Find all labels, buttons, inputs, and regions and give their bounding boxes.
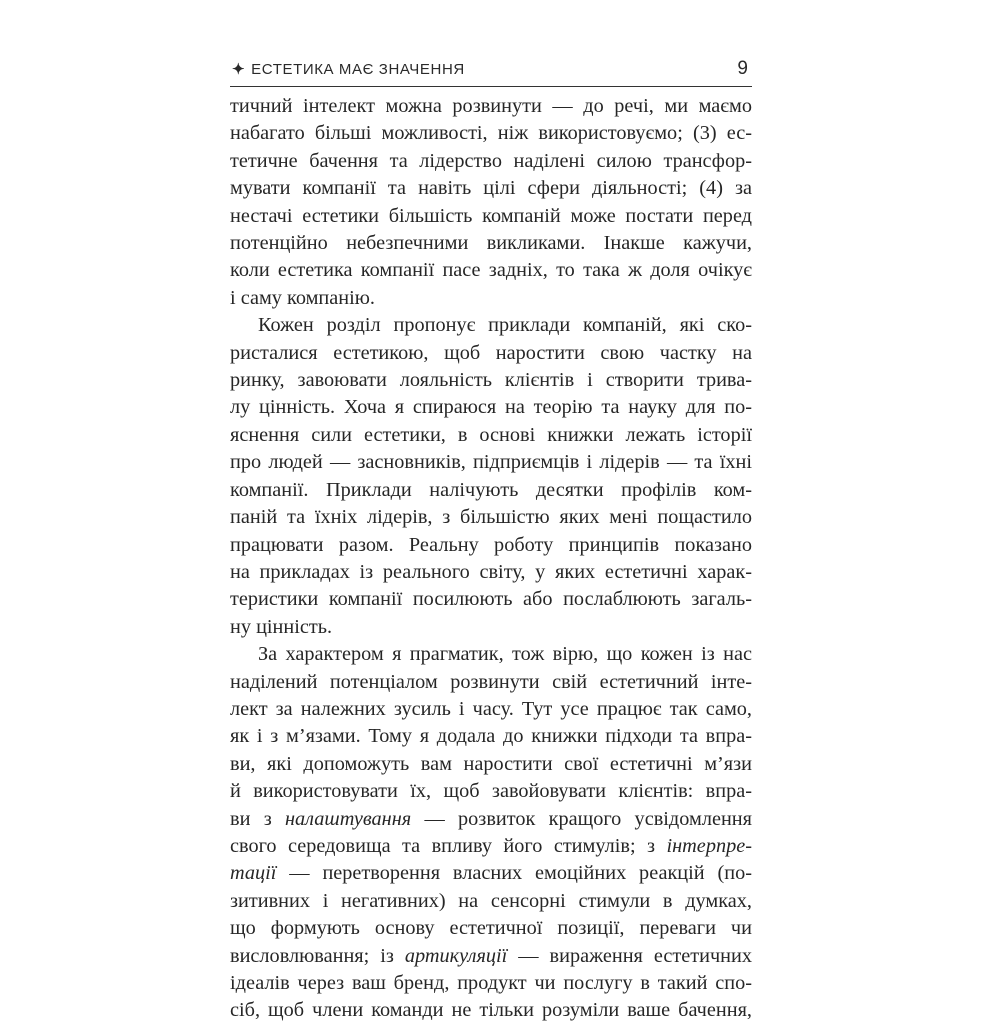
text-line: і саму компанію.: [230, 286, 375, 309]
text-line: паній та їхніх лідерів, з більшістю яких мені пощастило: [230, 506, 752, 529]
text-line: на прикладах із реального світу, у яких естетичні харак-: [230, 560, 752, 583]
text-line: працювати разом. Реальну роботу принципів показано: [230, 533, 752, 556]
italic-term: інтерпре-: [666, 834, 752, 857]
text-line: про людей — засновників, підприємців і лідерів — та їхні: [230, 451, 752, 474]
text-line: ви, які допоможуть вам наростити свої естетичні м’язи: [230, 752, 752, 775]
text-line: й використовувати їх, щоб завойовувати клієнтів: впра-: [230, 780, 752, 803]
text-line: потенційно небезпечними викликами. Інакше кажучи,: [230, 232, 752, 255]
text-line: Кожен розділ пропонує приклади компаній, які ско-: [258, 314, 752, 337]
text-line: ристалися естетикою, щоб наростити свою частку на: [230, 341, 752, 364]
text-line: коли естетика компанії пасе задніх, то така ж доля очікує: [230, 259, 752, 282]
text-run: свого середовища та впливу його стимулів; з: [230, 834, 667, 857]
text-line: [230, 943, 752, 970]
text-line: тичний інтелект можна розвинути — до речі, ми маємо: [230, 95, 752, 117]
text-run: — перетворення власних емоційних реакцій (по-: [276, 862, 752, 885]
diamond-icon: ✦: [232, 61, 246, 78]
text-line: набагато більші можливості, ніж використовуємо; (3) ес-: [230, 122, 752, 145]
text-line: лу цінність. Хоча я спираюся на теорію та науку для по-: [230, 396, 752, 419]
text-run: ви з: [230, 807, 285, 830]
body-text: [230, 93, 752, 1025]
text-run: висловлювання; із: [230, 944, 405, 967]
text-line: ринку, завоювати лояльність клієнтів і створити трива-: [230, 369, 752, 392]
text-line: ідеалів через ваш бренд, продукт чи послугу в такий спо-: [230, 972, 752, 994]
text-line: як і з м’язами. Тому я додала до книжки підходи та впра-: [230, 725, 752, 748]
text-line: За характером я прагматик, тож вірю, що кожен із нас: [258, 643, 752, 666]
text-line: тетичне бачення та лідерство наділені силою трансфор-: [230, 149, 752, 172]
running-title: [230, 60, 465, 78]
book-page: [230, 58, 752, 1025]
text-line: ну цінність.: [230, 615, 333, 638]
text-line: [230, 860, 752, 887]
text-line: яснення сили естетики, в основі книжки лежать історії: [230, 423, 752, 446]
text-line: компанії. Приклади налічують десятки профілів ком-: [230, 478, 752, 501]
italic-term: налаштування: [284, 807, 412, 830]
text-line: сіб, щоб члени команди не тільки розуміли ваше бачення,: [230, 999, 752, 1022]
italic-term: артикуляції: [404, 944, 508, 967]
text-run: — вираження естетичних: [507, 944, 752, 967]
text-line: мувати компанії та навіть цілі сфери діяльності; (4) за: [230, 177, 752, 200]
text-line: [230, 806, 752, 833]
italic-term: тації: [230, 862, 277, 885]
text-line: зитивних і негативних) на сенсорні стимули в думках,: [230, 889, 752, 912]
text-line: [230, 833, 752, 860]
running-header: [230, 58, 752, 87]
text-line: лект за належних зусиль і часу. Тут усе працює так само,: [230, 697, 752, 720]
page-number: 9: [737, 58, 748, 79]
text-run: — розвиток кращого усвідомлення: [411, 807, 752, 830]
text-line: нестачі естетики більшість компаній може постати перед: [230, 204, 752, 227]
text-line: теристики компанії посилюють або послаблюють загаль-: [230, 588, 752, 611]
running-title-text: ЕСТЕТИКА МАЄ ЗНАЧЕННЯ: [251, 61, 465, 78]
text-line: наділений потенціалом розвинути свій естетичний інте-: [230, 670, 752, 693]
text-line: що формують основу естетичної позиції, переваги чи: [230, 917, 752, 940]
